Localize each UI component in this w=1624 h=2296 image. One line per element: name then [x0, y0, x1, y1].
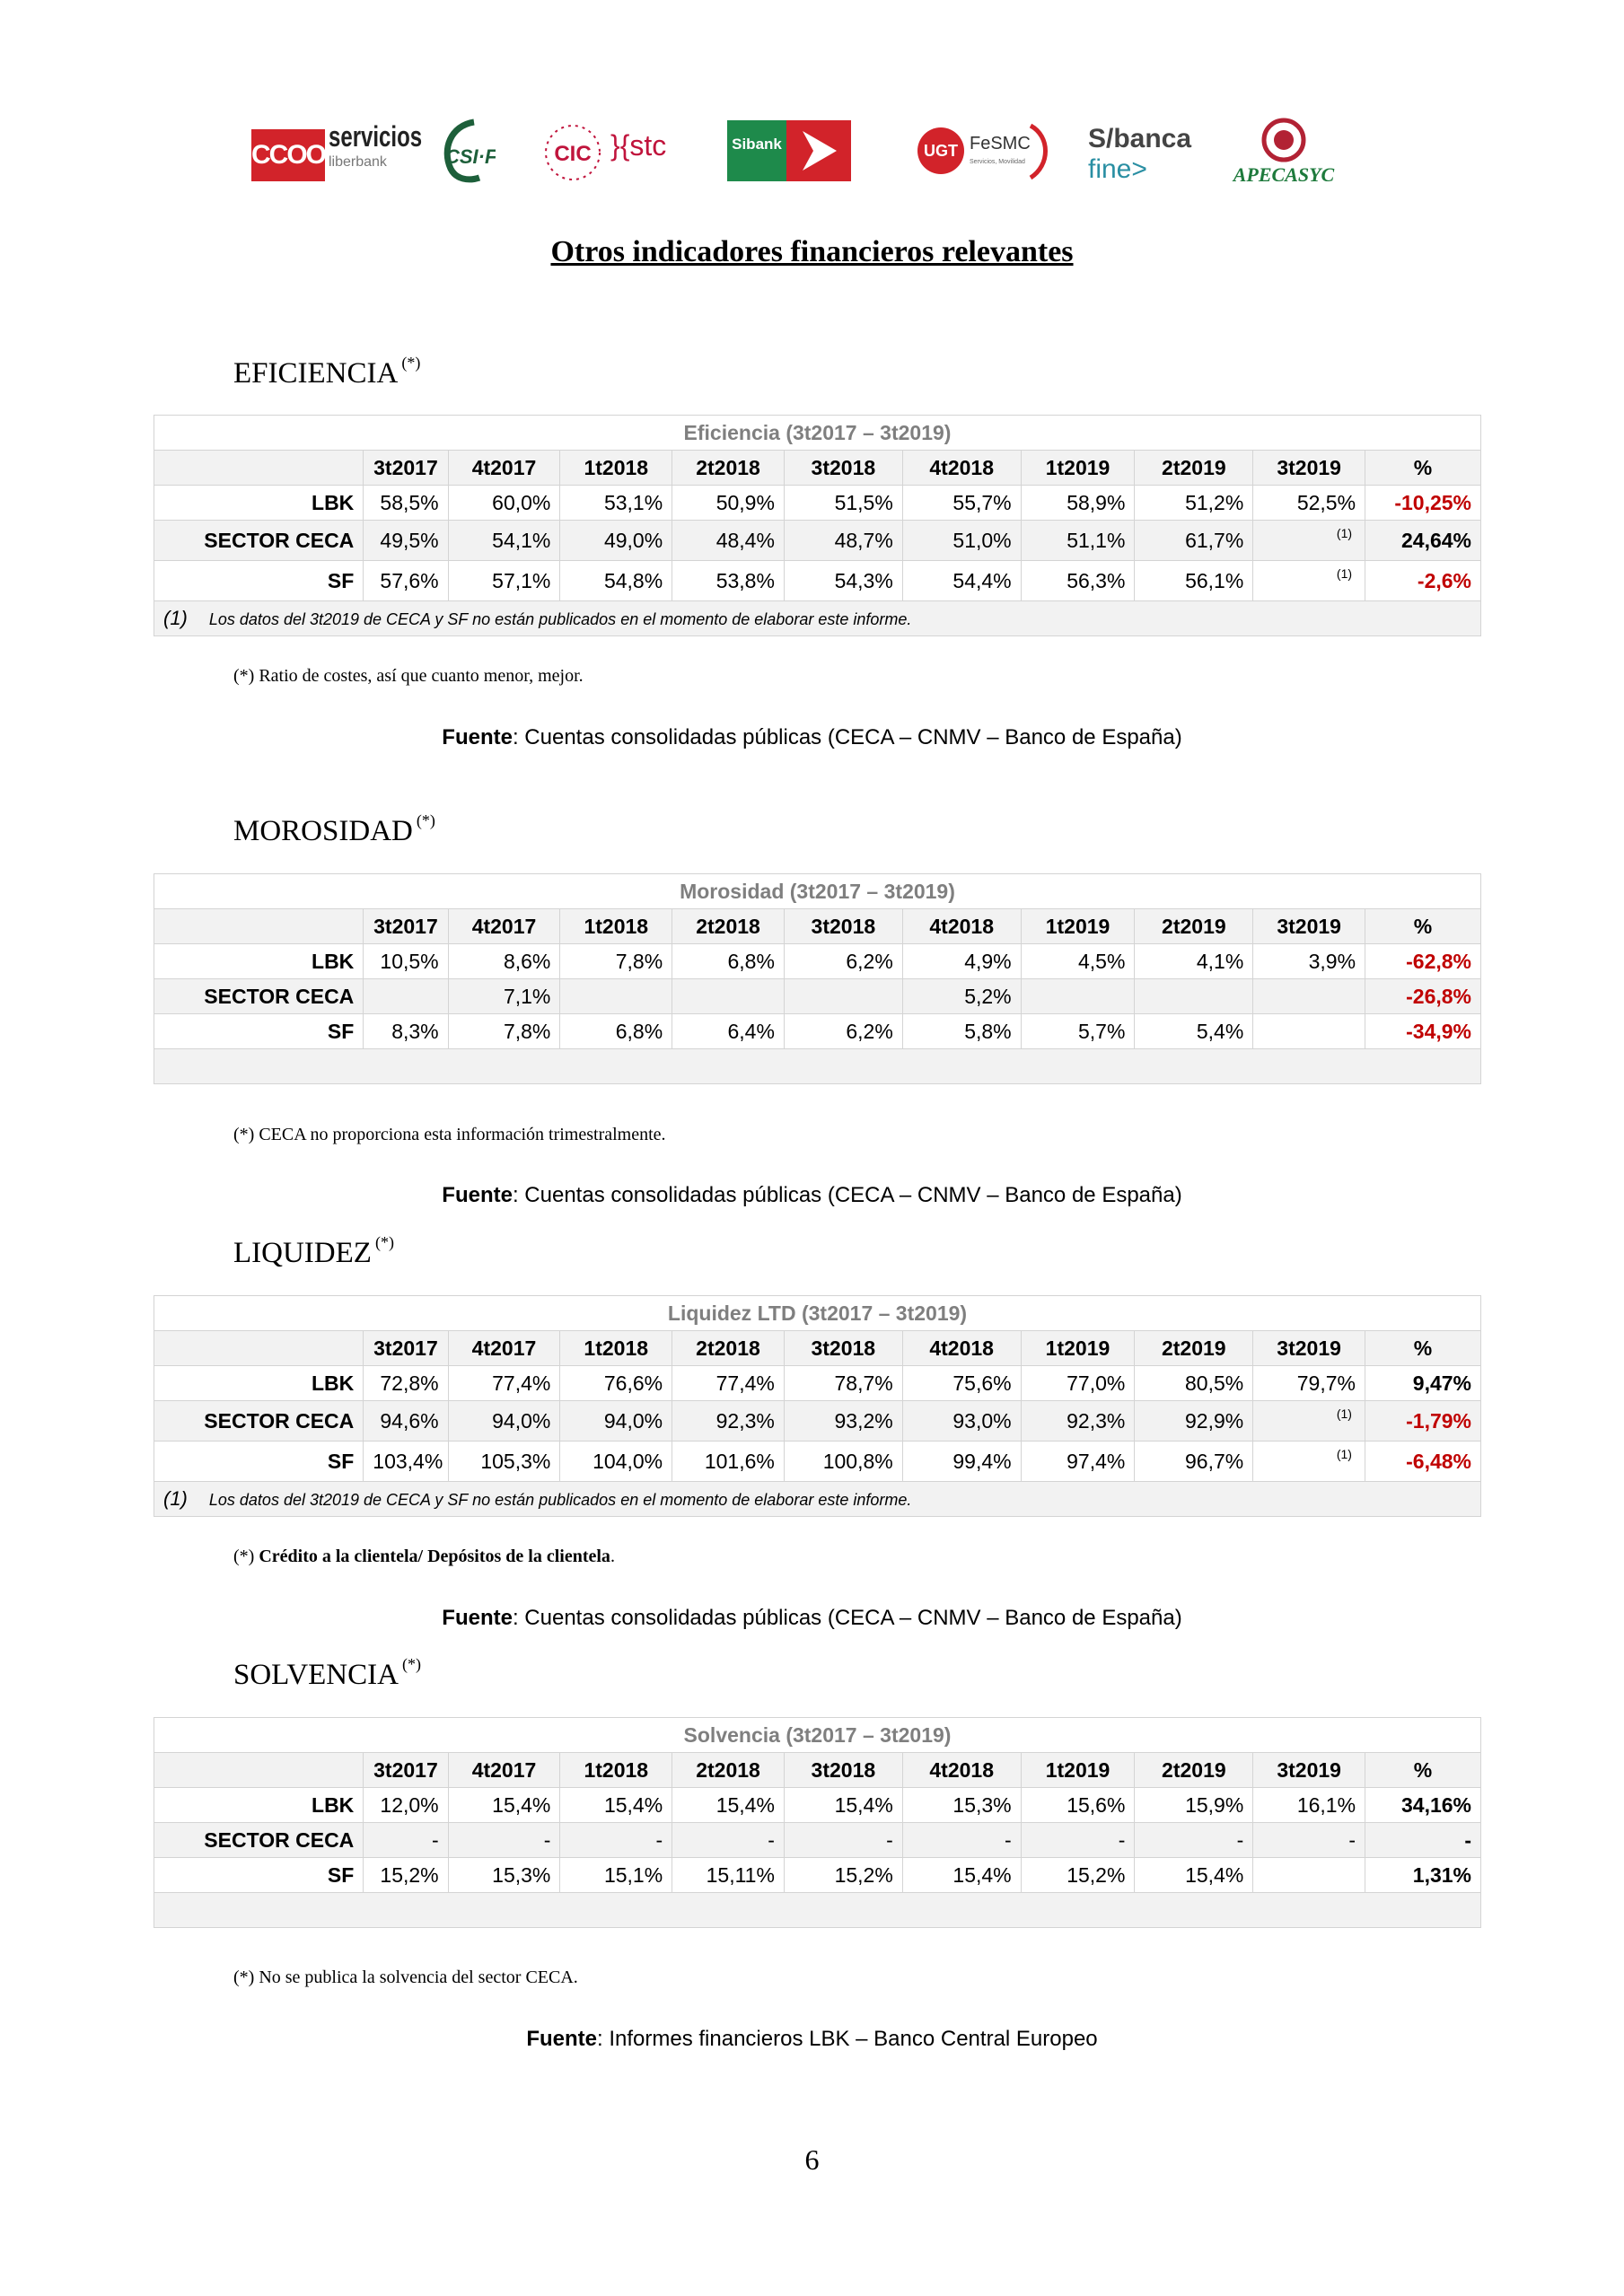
table-cell: 79,7%	[1253, 1366, 1365, 1401]
column-header: 4t2018	[902, 451, 1021, 486]
svg-text:Servicios, Movilidad: Servicios, Movilidad	[970, 159, 1025, 165]
column-header: 2t2019	[1135, 909, 1253, 944]
column-header: 1t2019	[1021, 1331, 1135, 1366]
row-label: SF	[154, 1858, 364, 1893]
column-header: 1t2018	[560, 451, 672, 486]
table-cell: 4,5%	[1021, 944, 1135, 979]
table-cell: 15,2%	[784, 1858, 902, 1893]
ccoo-sub-text: liberbank	[329, 154, 387, 170]
table-cell: 54,3%	[784, 561, 902, 601]
table-cell: 97,4%	[1021, 1442, 1135, 1482]
svg-text:FeSMC: FeSMC	[970, 134, 1031, 153]
heading-eficiencia	[233, 354, 421, 390]
empty-cell	[154, 1893, 1481, 1928]
table-cell: (1)	[1253, 1442, 1365, 1482]
column-header	[154, 909, 364, 944]
table-cell	[1021, 979, 1135, 1014]
csif-logo	[438, 110, 496, 190]
svg-text:Sibank: Sibank	[732, 136, 782, 153]
column-header: 1t2018	[560, 909, 672, 944]
note-prefix: (*)	[233, 1547, 259, 1566]
table-cell: 56,1%	[1135, 561, 1253, 601]
row-label: SECTOR CECA	[154, 521, 364, 561]
source-text: : Informes financieros LBK – Banco Central Europeo	[597, 2027, 1098, 2051]
note-eficiencia: (*) Ratio de costes, así que cuanto menor, mejor.	[233, 666, 584, 686]
column-header: %	[1365, 451, 1481, 486]
cic-logo	[537, 110, 609, 190]
table-cell: 5,7%	[1021, 1014, 1135, 1049]
source-label: Fuente	[442, 1606, 513, 1630]
table-cell	[784, 979, 902, 1014]
note-bold: Crédito a la clientela/ Depósitos de la clientela	[259, 1547, 610, 1566]
table-caption-row	[154, 1718, 1481, 1753]
table-cell: 77,4%	[672, 1366, 785, 1401]
heading-liquidez	[233, 1233, 394, 1270]
table-cell: 7,8%	[448, 1014, 560, 1049]
table-row	[154, 1401, 1481, 1442]
table-cell: 15,3%	[902, 1788, 1021, 1823]
source-label: Fuente	[442, 1183, 513, 1207]
column-header: 3t2018	[784, 451, 902, 486]
svg-text:CIC: CIC	[554, 142, 592, 166]
table-caption: Eficiencia (3t2017 – 3t2019)	[154, 416, 1481, 451]
table-header-row	[154, 909, 1481, 944]
table-cell: 94,6%	[364, 1401, 448, 1442]
table-cell: 4,9%	[902, 944, 1021, 979]
table-caption: Liquidez LTD (3t2017 – 3t2019)	[154, 1296, 1481, 1331]
table-row	[154, 1823, 1481, 1858]
table-caption: Morosidad (3t2017 – 3t2019)	[154, 874, 1481, 909]
column-header: 4t2018	[902, 1753, 1021, 1788]
column-header: 4t2017	[448, 909, 560, 944]
table-cell: 93,0%	[902, 1401, 1021, 1442]
table-cell: 78,7%	[784, 1366, 902, 1401]
table-cell: 58,5%	[364, 486, 448, 521]
pct-change-cell: 34,16%	[1365, 1788, 1481, 1823]
table-cell: 12,0%	[364, 1788, 448, 1823]
source-eficiencia	[0, 725, 1624, 750]
column-header: 1t2019	[1021, 1753, 1135, 1788]
heading-text: MOROSIDAD	[233, 815, 413, 847]
heading-text: LIQUIDEZ	[233, 1237, 372, 1269]
source-label: Fuente	[442, 725, 513, 749]
table-cell: -	[672, 1823, 785, 1858]
row-label: SF	[154, 1014, 364, 1049]
table-cell: -	[1021, 1823, 1135, 1858]
column-header: 3t2019	[1253, 1753, 1365, 1788]
table-cell: 51,0%	[902, 521, 1021, 561]
table-cell: 104,0%	[560, 1442, 672, 1482]
heading-text: EFICIENCIA	[233, 357, 399, 390]
ccoo-servicios-text: servicios	[329, 120, 423, 153]
table-cell: 8,6%	[448, 944, 560, 979]
table-cell: 51,5%	[784, 486, 902, 521]
column-header: 3t2017	[364, 1331, 448, 1366]
column-header: 2t2019	[1135, 1753, 1253, 1788]
empty-cell	[154, 1049, 1481, 1084]
table-cell: 4,1%	[1135, 944, 1253, 979]
table-cell: -	[560, 1823, 672, 1858]
table-cell: 5,8%	[902, 1014, 1021, 1049]
row-label: SECTOR CECA	[154, 979, 364, 1014]
stc-logo: }{stc	[610, 129, 667, 162]
table-cell: 55,7%	[902, 486, 1021, 521]
table-cell: 15,2%	[1021, 1858, 1135, 1893]
row-label: LBK	[154, 944, 364, 979]
table-cell: 48,4%	[672, 521, 785, 561]
table-cell: 5,4%	[1135, 1014, 1253, 1049]
table-footnote-row	[154, 1482, 1481, 1517]
svg-text:fine>: fine>	[1088, 154, 1147, 184]
heading-mark: (*)	[416, 811, 435, 829]
table-header-row	[154, 1753, 1481, 1788]
table-cell: 56,3%	[1021, 561, 1135, 601]
ccoo-logo-text: CCOO	[251, 129, 325, 181]
table-cell: 15,4%	[1135, 1858, 1253, 1893]
column-header: 1t2019	[1021, 909, 1135, 944]
pct-change-cell: -62,8%	[1365, 944, 1481, 979]
svg-text:UGT: UGT	[924, 142, 958, 160]
column-header: %	[1365, 909, 1481, 944]
table-cell: 6,8%	[560, 1014, 672, 1049]
pct-change-cell: -2,6%	[1365, 561, 1481, 601]
column-header: 4t2017	[448, 1753, 560, 1788]
table-cell: 15,11%	[672, 1858, 785, 1893]
table-cell: 6,2%	[784, 944, 902, 979]
table-cell: 3,9%	[1253, 944, 1365, 979]
source-solvencia	[0, 2027, 1624, 2052]
table-cell: 15,3%	[448, 1858, 560, 1893]
column-header: 1t2018	[560, 1753, 672, 1788]
pct-change-cell: -26,8%	[1365, 979, 1481, 1014]
table-row	[154, 1366, 1481, 1401]
column-header: 4t2017	[448, 1331, 560, 1366]
column-header: 2t2019	[1135, 451, 1253, 486]
pct-change-cell: -	[1365, 1823, 1481, 1858]
table-cell: -	[902, 1823, 1021, 1858]
table-cell: 7,1%	[448, 979, 560, 1014]
table-footnote-row	[154, 601, 1481, 636]
table-row	[154, 561, 1481, 601]
table-cell: -	[1253, 1823, 1365, 1858]
table-cell: 15,4%	[560, 1788, 672, 1823]
table-cell: 51,1%	[1021, 521, 1135, 561]
table-morosidad	[154, 873, 1481, 1084]
table-cell: 54,8%	[560, 561, 672, 601]
table-row	[154, 1442, 1481, 1482]
column-header: 4t2017	[448, 451, 560, 486]
note-liquidez	[233, 1547, 615, 1567]
sbanca-fine-logo	[1084, 110, 1210, 190]
apecasyc-logo	[1230, 110, 1356, 190]
table-row	[154, 1788, 1481, 1823]
union-logos-bar	[251, 110, 1356, 190]
pct-change-cell: -6,48%	[1365, 1442, 1480, 1482]
table-cell: 15,6%	[1021, 1788, 1135, 1823]
row-label: SECTOR CECA	[154, 1823, 364, 1858]
table-cell: -	[784, 1823, 902, 1858]
table-header-row	[154, 1331, 1481, 1366]
table-footnote	[154, 601, 1481, 636]
table-solvencia	[154, 1717, 1481, 1928]
table-cell	[1253, 979, 1365, 1014]
table-cell: 57,1%	[448, 561, 560, 601]
table-cell: 5,2%	[902, 979, 1021, 1014]
table-cell: 92,9%	[1135, 1401, 1253, 1442]
column-header: 3t2019	[1253, 909, 1365, 944]
svg-text:S/banca: S/banca	[1088, 124, 1192, 153]
pct-change-cell: 24,64%	[1365, 521, 1481, 561]
row-label: SECTOR CECA	[154, 1401, 364, 1442]
column-header: 2t2019	[1135, 1331, 1253, 1366]
note-solvencia: (*) No se publica la solvencia del sector CECA.	[233, 1967, 578, 1987]
table-cell: 48,7%	[784, 521, 902, 561]
table-row	[154, 979, 1481, 1014]
heading-morosidad	[233, 811, 435, 848]
table-caption: Solvencia (3t2017 – 3t2019)	[154, 1718, 1481, 1753]
ugt-fesmc-logo	[916, 110, 1050, 190]
table-cell: 75,6%	[902, 1366, 1021, 1401]
heading-text: SOLVENCIA	[233, 1659, 399, 1691]
footnote-number: (1)	[163, 607, 188, 629]
table-cell: 6,2%	[784, 1014, 902, 1049]
table-cell: 49,0%	[560, 521, 672, 561]
table-cell: 52,5%	[1253, 486, 1365, 521]
table-row	[154, 944, 1481, 979]
table-cell: 80,5%	[1135, 1366, 1253, 1401]
table-row	[154, 1858, 1481, 1893]
table-cell: 101,6%	[672, 1442, 785, 1482]
source-text: : Cuentas consolidadas públicas (CECA – CNMV – Banco de España)	[512, 1183, 1182, 1207]
table-cell: 15,4%	[784, 1788, 902, 1823]
row-label: LBK	[154, 1366, 364, 1401]
footnote-text: Los datos del 3t2019 de CECA y SF no están publicados en el momento de elaborar este informe.	[208, 610, 912, 628]
table-cell: 6,4%	[672, 1014, 785, 1049]
table-cell: 7,8%	[560, 944, 672, 979]
column-header: 3t2019	[1253, 1331, 1365, 1366]
row-label: LBK	[154, 1788, 364, 1823]
column-header: 1t2019	[1021, 451, 1135, 486]
column-header: 4t2018	[902, 1331, 1021, 1366]
pct-change-cell: 9,47%	[1365, 1366, 1480, 1401]
table-cell: 72,8%	[364, 1366, 448, 1401]
table-liquidez	[154, 1295, 1481, 1517]
page-title: Otros indicadores financieros relevantes	[550, 235, 1074, 268]
table-cell: 94,0%	[448, 1401, 560, 1442]
column-header: 2t2018	[672, 1753, 785, 1788]
table-cell: 58,9%	[1021, 486, 1135, 521]
column-header: 3t2017	[364, 451, 448, 486]
heading-mark: (*)	[401, 354, 421, 372]
column-header: 3t2019	[1253, 451, 1365, 486]
column-header: 3t2017	[364, 909, 448, 944]
column-header: 3t2017	[364, 1753, 448, 1788]
table-cell: 93,2%	[784, 1401, 902, 1442]
table-eficiencia	[154, 415, 1481, 636]
table-cell	[1253, 1014, 1365, 1049]
table-cell: 15,1%	[560, 1858, 672, 1893]
table-cell: -	[364, 1823, 448, 1858]
heading-mark: (*)	[374, 1233, 394, 1251]
footnote-number: (1)	[163, 1487, 188, 1510]
pct-change-cell: 1,31%	[1365, 1858, 1481, 1893]
table-cell: (1)	[1253, 1401, 1365, 1442]
column-header: 3t2018	[784, 1331, 902, 1366]
table-cell: 50,9%	[672, 486, 785, 521]
table-cell: 54,1%	[448, 521, 560, 561]
table-cell: 15,4%	[448, 1788, 560, 1823]
column-header: 2t2018	[672, 1331, 785, 1366]
svg-text:APECASYC: APECASYC	[1233, 163, 1335, 186]
column-header: 3t2018	[784, 909, 902, 944]
table-cell: -	[1135, 1823, 1253, 1858]
table-cell: 51,2%	[1135, 486, 1253, 521]
table-cell: 53,1%	[560, 486, 672, 521]
table-cell: 99,4%	[902, 1442, 1021, 1482]
row-label: SF	[154, 561, 364, 601]
svg-text:CSI·F: CSI·F	[445, 145, 496, 168]
table-empty-row	[154, 1049, 1481, 1084]
table-cell: 77,4%	[448, 1366, 560, 1401]
table-cell: 94,0%	[560, 1401, 672, 1442]
table-caption-row	[154, 1296, 1481, 1331]
table-cell: 92,3%	[672, 1401, 785, 1442]
column-header: 1t2018	[560, 1331, 672, 1366]
table-cell: 57,6%	[364, 561, 448, 601]
table-cell: 10,5%	[364, 944, 448, 979]
table-cell: 103,4%	[364, 1442, 448, 1482]
source-morosidad	[0, 1183, 1624, 1208]
table-row	[154, 486, 1481, 521]
footnote-text: Los datos del 3t2019 de CECA y SF no están publicados en el momento de elaborar este informe.	[208, 1491, 912, 1509]
table-cell: (1)	[1253, 561, 1365, 601]
table-cell: 15,9%	[1135, 1788, 1253, 1823]
table-cell: 54,4%	[902, 561, 1021, 601]
table-cell	[672, 979, 785, 1014]
note-suffix: .	[610, 1547, 615, 1566]
table-cell	[560, 979, 672, 1014]
column-header: %	[1365, 1331, 1480, 1366]
source-text: : Cuentas consolidadas públicas (CECA – CNMV – Banco de España)	[512, 1606, 1182, 1630]
sibank-logo	[727, 110, 851, 190]
page-number: 6	[804, 2143, 820, 2176]
pct-change-cell: -34,9%	[1365, 1014, 1481, 1049]
table-row	[154, 521, 1481, 561]
table-cell: 16,1%	[1253, 1788, 1365, 1823]
table-cell	[1253, 1858, 1365, 1893]
column-header: 3t2018	[784, 1753, 902, 1788]
column-header: 2t2018	[672, 451, 785, 486]
source-text: : Cuentas consolidadas públicas (CECA – CNMV – Banco de España)	[512, 725, 1182, 749]
column-header	[154, 451, 364, 486]
pct-change-cell: -1,79%	[1365, 1401, 1480, 1442]
table-cell: 53,8%	[672, 561, 785, 601]
table-cell: 77,0%	[1021, 1366, 1135, 1401]
heading-mark: (*)	[401, 1655, 421, 1673]
table-cell: 105,3%	[448, 1442, 560, 1482]
table-cell: 15,2%	[364, 1858, 448, 1893]
note-morosidad: (*) CECA no proporciona esta información trimestralmente.	[233, 1125, 666, 1144]
column-header: %	[1365, 1753, 1481, 1788]
source-liquidez	[0, 1606, 1624, 1631]
row-label: LBK	[154, 486, 364, 521]
table-cell	[364, 979, 448, 1014]
column-header	[154, 1753, 364, 1788]
table-cell: 8,3%	[364, 1014, 448, 1049]
row-label: SF	[154, 1442, 364, 1482]
column-header	[154, 1331, 364, 1366]
table-footnote	[154, 1482, 1481, 1517]
table-cell: 49,5%	[364, 521, 448, 561]
table-cell: 92,3%	[1021, 1401, 1135, 1442]
table-cell: 60,0%	[448, 486, 560, 521]
table-cell: 15,4%	[672, 1788, 785, 1823]
source-label: Fuente	[526, 2027, 598, 2051]
table-caption-row	[154, 874, 1481, 909]
table-cell: (1)	[1253, 521, 1365, 561]
table-cell: 76,6%	[560, 1366, 672, 1401]
pct-change-cell: -10,25%	[1365, 486, 1481, 521]
table-cell: 100,8%	[784, 1442, 902, 1482]
table-cell	[1135, 979, 1253, 1014]
column-header: 2t2018	[672, 909, 785, 944]
table-cell: 96,7%	[1135, 1442, 1253, 1482]
table-cell: 15,4%	[902, 1858, 1021, 1893]
column-header: 4t2018	[902, 909, 1021, 944]
table-cell: 6,8%	[672, 944, 785, 979]
table-header-row	[154, 451, 1481, 486]
table-row	[154, 1014, 1481, 1049]
table-empty-row	[154, 1893, 1481, 1928]
table-cell: -	[448, 1823, 560, 1858]
ccoo-logo	[251, 110, 423, 190]
table-cell: 61,7%	[1135, 521, 1253, 561]
table-caption-row	[154, 416, 1481, 451]
heading-solvencia	[233, 1655, 421, 1692]
